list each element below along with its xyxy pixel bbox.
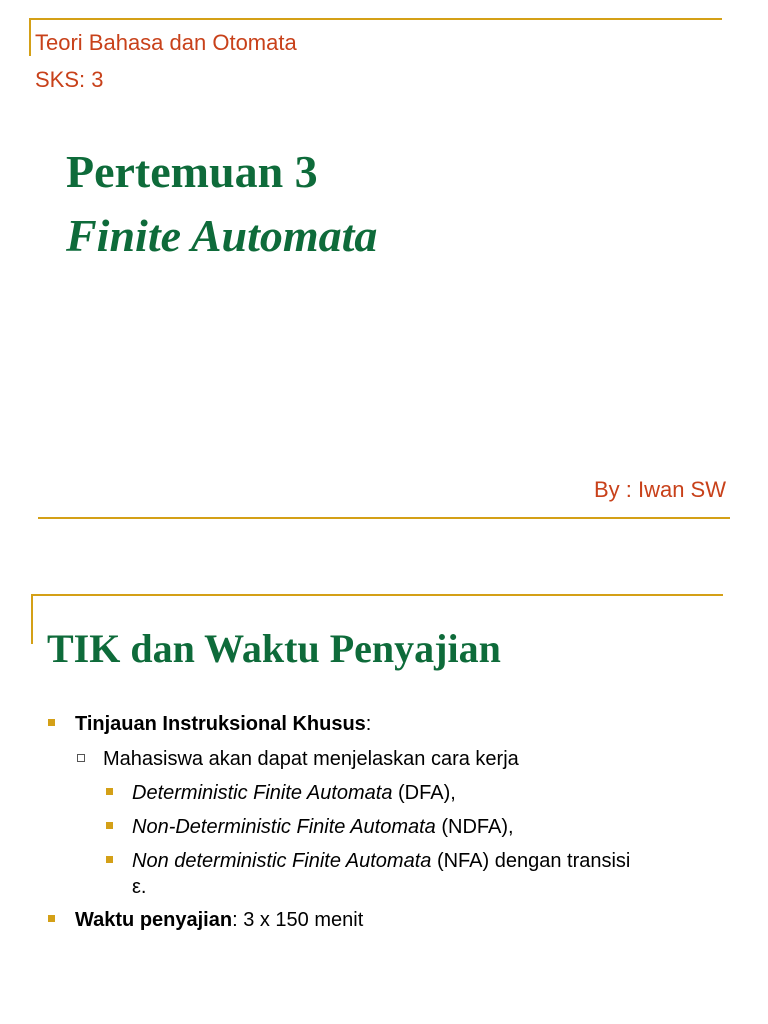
slide-title: TIK dan Waktu Penyajian [47,626,501,671]
tik-label: Tinjauan Instruksional Khusus [75,713,366,735]
item-rest: (DFA), [392,782,456,804]
item-term: Deterministic Finite Automata [132,782,393,804]
sub-intro: Mahasiswa akan dapat menjelaskan cara kerja [103,748,519,770]
item-continuation: ε. [132,876,147,898]
list-item [0,710,768,738]
slide-subtitle: Finite Automata [66,210,378,261]
square-bullet-icon [106,856,113,863]
list-item [0,906,768,934]
list-item [0,779,768,807]
slide-title: Pertemuan 3 [66,146,318,197]
corner-rule-vertical [31,594,33,644]
list-item [0,847,768,903]
square-bullet-icon [106,822,113,829]
item-rest: (NDFA), [435,816,514,838]
author-label: By : Iwan SW [593,477,726,502]
item-term: Non deterministic Finite Automata [132,850,432,872]
corner-rule-vertical [29,18,31,56]
content-slide [0,545,768,1024]
square-bullet-icon [106,788,113,795]
waktu-label: Waktu penyajian [75,909,233,931]
bottom-rule [38,517,730,519]
waktu-value: : 3 x 150 menit [232,909,364,931]
square-bullet-icon [48,719,55,726]
list-item [0,813,768,841]
item-rest: (NFA) dengan transisi [431,850,631,872]
hollow-square-bullet-icon [77,754,85,762]
top-rule [31,594,723,596]
course-credits: SKS: 3 [35,67,104,92]
top-rule [29,18,722,20]
square-bullet-icon [48,915,55,922]
list-item [0,745,768,773]
tik-colon: : [365,713,372,735]
course-name: Teori Bahasa dan Otomata [35,30,297,55]
item-term: Non-Deterministic Finite Automata [132,816,436,838]
